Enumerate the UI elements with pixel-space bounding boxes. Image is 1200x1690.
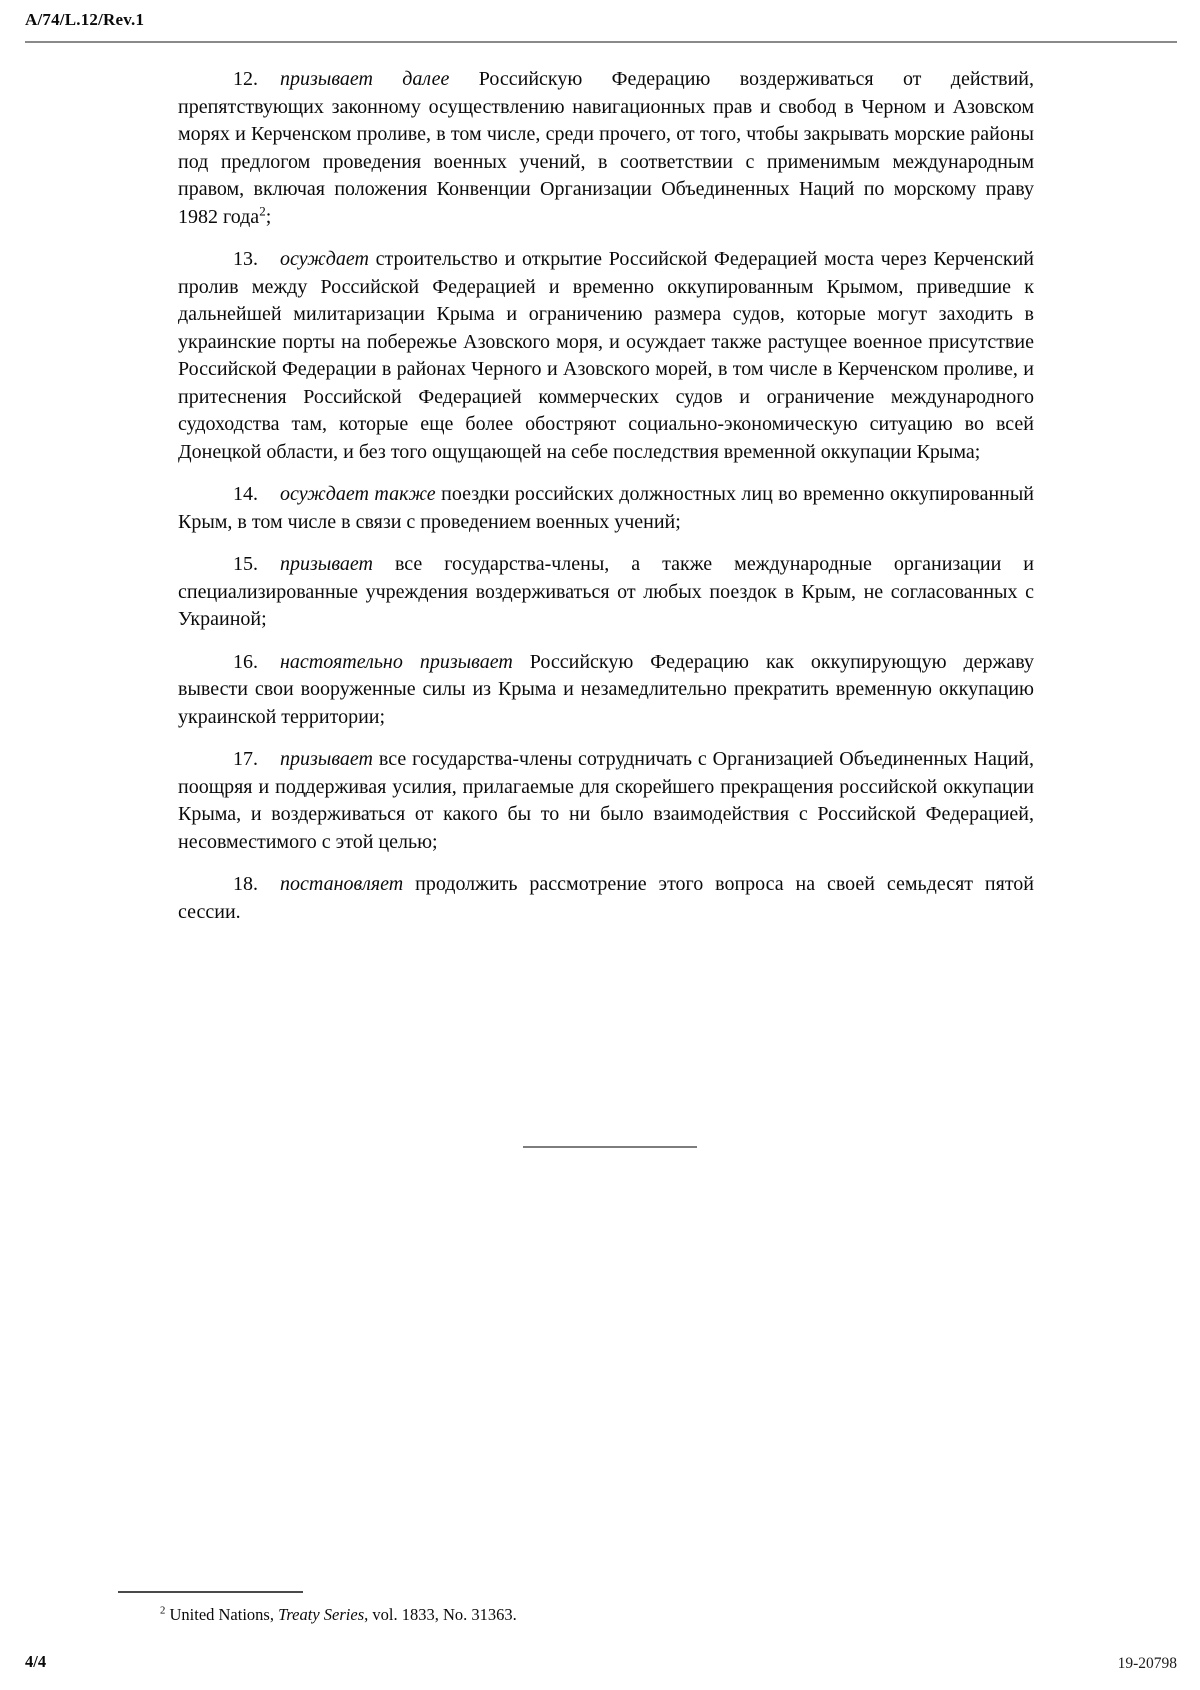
paragraph-number: 15. — [233, 553, 258, 575]
paragraph-text: осуждает строительство и открытие Российской Федерацией моста через Керченский пролив между Российской Федерацией и временно оккупированным Крымом, приведшие к дальнейшей милитаризации Крыма и ограничению размера судов, которые могут заходить в украинские порты на побережье Азовского моря, и осуждает также растущее военное присутствие Российской Федерации в районах Черного и Азовского морей, в том числе в Керченском проливе, и притеснения Российской Федерацией коммерческих судов и ограничение международного судоходства там, которые еще более обостряют социально-экономическую ситуацию во всей Донецкой области, и без того ощущающей на себе последствия временной оккупации Крыма; — [178, 248, 1034, 463]
resolution-body — [178, 66, 1034, 926]
resolution-paragraph-18 — [178, 871, 1034, 926]
paragraph-text: настоятельно призывает Российскую Федерацию как оккупирующую державу вывести свои вооруженные силы из Крыма и незамедлительно прекратить временную оккупацию украинской территории; — [178, 650, 1034, 728]
resolution-paragraph-17 — [178, 746, 1034, 856]
resolution-paragraph-14 — [178, 481, 1034, 536]
footnote-separator-rule — [118, 1591, 303, 1593]
paragraph-number: 13. — [233, 248, 258, 270]
resolution-paragraph-13 — [178, 246, 1034, 466]
header-rule — [25, 41, 1177, 43]
resolution-paragraph-16 — [178, 649, 1034, 732]
job-number: 19-20798 — [1117, 1655, 1177, 1672]
document-symbol: A/74/L.12/Rev.1 — [25, 10, 145, 29]
footnote-2: $^2$ United Nations, Treaty Series, vol. 1833, No. 31363. — [160, 1604, 517, 1624]
paragraph-text: осуждает также поездки российских должностных лиц во временно оккупированный Крым, в том числе в связи с проведением военных учений; — [178, 483, 1035, 533]
paragraph-text: призывает далее Российскую Федерацию воздерживаться от действий, препятствующих законному осуществлению навигационных прав и свобод в Черном и Азовском морях и Керченском проливе, в том числе, среди прочего, от того, чтобы закрывать морские районы под предлогом проведения военных учений, в соответствии с применимым международным правом, включая положения Конвенции Организации Объединенных Наций по морскому праву 1982 года$^2$; — [178, 68, 1034, 228]
paragraph-number: 12. — [233, 68, 258, 90]
paragraph-text: призывает все государства-члены сотрудничать с Организацией Объединенных Наций, поощряя и поддерживая усилия, прилагаемые для скорейшего прекращения российской оккупации Крыма, и воздерживаться от какого бы то ни было взаимодействия с Российской Федерацией, несовместимого с этой целью; — [178, 748, 1034, 853]
resolution-paragraph-12 — [178, 66, 1034, 231]
paragraph-number: 17. — [233, 748, 258, 770]
paragraph-number: 14. — [233, 483, 258, 505]
paragraph-text: постановляет продолжить рассмотрение этого вопроса на своей семьдесят пятой сессии. — [178, 873, 1034, 923]
paragraph-text: призывает все государства-члены, а также международные организации и специализированные учреждения воздерживаться от любых поездок в Крым, не согласованных с Украиной; — [178, 553, 1034, 630]
paragraph-number: 18. — [233, 873, 258, 895]
paragraph-number: 16. — [233, 650, 258, 673]
page-number: 4/4 — [25, 1652, 47, 1671]
end-of-text-divider — [523, 1146, 697, 1148]
resolution-paragraph-15 — [178, 551, 1034, 634]
